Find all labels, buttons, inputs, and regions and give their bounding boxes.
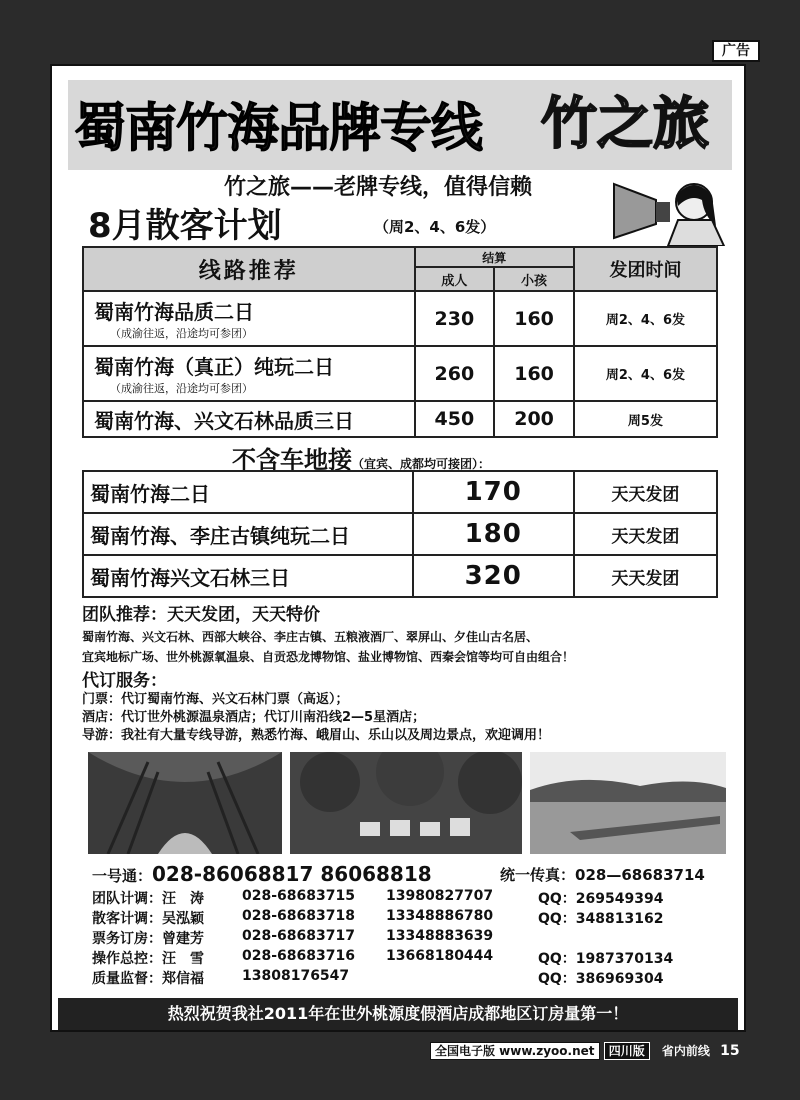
contact-role: 票务订房：曾建芳 [92,931,204,947]
contact-tel[interactable]: 13808176547 [242,968,350,984]
fax-number: 028—68683714 [575,866,705,884]
ad-tag: 广告 [712,40,760,62]
route-row [83,401,415,437]
contact-mobile[interactable]: 13980827707 [386,888,494,904]
contact-tel[interactable]: 028-68683715 [242,888,355,904]
slogan: 竹之旅——老牌专线，值得信赖 [224,175,533,200]
contact-qq: QQ：386969304 [538,971,664,987]
hotline-number[interactable]: 028-86068817 86068818 [152,862,432,886]
team-title: 团队推荐：天天发团，天天特价 [82,605,320,625]
edition-label: 四川版 [604,1042,650,1060]
tour-price: 180 [413,513,574,555]
service-line: 导游：我社有大量专线导游，熟悉竹海、峨眉山、乐山以及周边景点，欢迎调用！ [82,728,551,743]
col-child: 小孩 [494,267,574,291]
bamboo-path-photo [88,752,282,854]
service-title: 代订服务： [82,671,167,691]
site-label[interactable]: 全国电子版 www.zyoo.net [430,1042,600,1060]
col-settle: 结算 [415,247,574,267]
title-banner [68,80,732,170]
no-car-heading: 不含车地接 [232,446,352,474]
contact-role: 质量监督：郑信福 [92,971,204,987]
local-tour-table [82,470,718,598]
child-price: 160 [494,346,574,401]
col-adult: 成人 [415,267,495,291]
contact-role: 团队计调：汪 涛 [92,891,204,907]
departure-time: 周2、4、6发 [574,346,717,401]
col-time: 发团时间 [574,247,717,291]
plan-title: 8月散客计划 [88,206,282,246]
tour-name: 蜀南竹海兴文石林三日 [83,555,413,597]
contact-qq: QQ：1987370134 [538,951,674,967]
team-line: 宜宾地标广场、世外桃源氧温泉、自贡恐龙博物馆、盐业博物馆、西秦会馆等均可自由组合！ [82,650,575,664]
footer-banner: 热烈祝贺我社2011年在世外桃源度假酒店成都地区订房量第一！ [58,998,738,1030]
adult-price: 230 [415,291,495,346]
section-label: 省内前线 [661,1044,710,1058]
route-name: 蜀南竹海（真正）纯玩二日 [94,355,334,379]
team-line: 蜀南竹海、兴文石林、西部大峡谷、李庄古镇、五粮液酒厂、翠屏山、夕佳山古名居、 [82,630,539,644]
route-note: （成渝往返，沿途均可参团） [110,382,253,395]
fax-row [500,864,705,885]
route-price-table [82,246,718,438]
route-row [83,291,415,346]
ad-page [50,64,746,1032]
no-car-note: （宜宾、成都均可接团）： [352,457,491,471]
departure-time: 周5发 [574,401,717,437]
adult-price: 260 [415,346,495,401]
route-row [83,346,415,401]
brand-name: 竹之旅 [541,92,709,157]
contact-role: 散客计调：吴泓颖 [92,911,204,927]
contact-tel[interactable]: 028-68683716 [242,948,355,964]
tour-schedule: 天天发团 [574,513,717,555]
contact-tel[interactable]: 028-68683717 [242,928,355,944]
departure-time: 周2、4、6发 [574,291,717,346]
contact-qq: QQ：269549394 [538,891,664,907]
contact-mobile[interactable]: 13668180444 [386,948,494,964]
contact-qq: QQ：348813162 [538,911,664,927]
page-footer [430,1042,740,1059]
contact-tel[interactable]: 028-68683718 [242,908,355,924]
child-price: 160 [494,291,574,346]
tour-price: 320 [413,555,574,597]
contact-mobile[interactable]: 13348883639 [386,928,494,944]
contact-role: 操作总控：汪 雪 [92,951,204,967]
page-number: 15 [720,1043,740,1059]
plan-schedule-note: （周2、4、6发） [374,218,496,236]
service-line: 门票：代订蜀南竹海、兴文石林门票（高返）； [82,692,349,707]
hotline-row [92,862,432,886]
bamboo-village-photo [290,752,522,854]
adult-price: 450 [415,401,495,437]
route-note: （成渝往返，沿途均可参团） [110,327,253,340]
service-line: 酒店：代订世外桃源温泉酒店；代订川南沿线2—5星酒店； [82,710,426,725]
contact-mobile[interactable]: 13348886780 [386,908,494,924]
lake-photo [530,752,726,854]
tour-name: 蜀南竹海二日 [83,471,413,513]
route-name: 蜀南竹海品质二日 [94,300,254,324]
tour-price: 170 [413,471,574,513]
tour-schedule: 天天发团 [574,471,717,513]
tour-name: 蜀南竹海、李庄古镇纯玩二日 [83,513,413,555]
child-price: 200 [494,401,574,437]
banner-title: 蜀南竹海品牌专线 [74,99,483,159]
fax-label: 统一传真： [500,866,576,884]
tour-schedule: 天天发团 [574,555,717,597]
col-route: 线路推荐 [83,247,415,291]
megaphone-girl-icon [612,176,732,246]
route-name: 蜀南竹海、兴文石林品质三日 [94,408,354,433]
hotline-label: 一号通： [92,867,153,885]
